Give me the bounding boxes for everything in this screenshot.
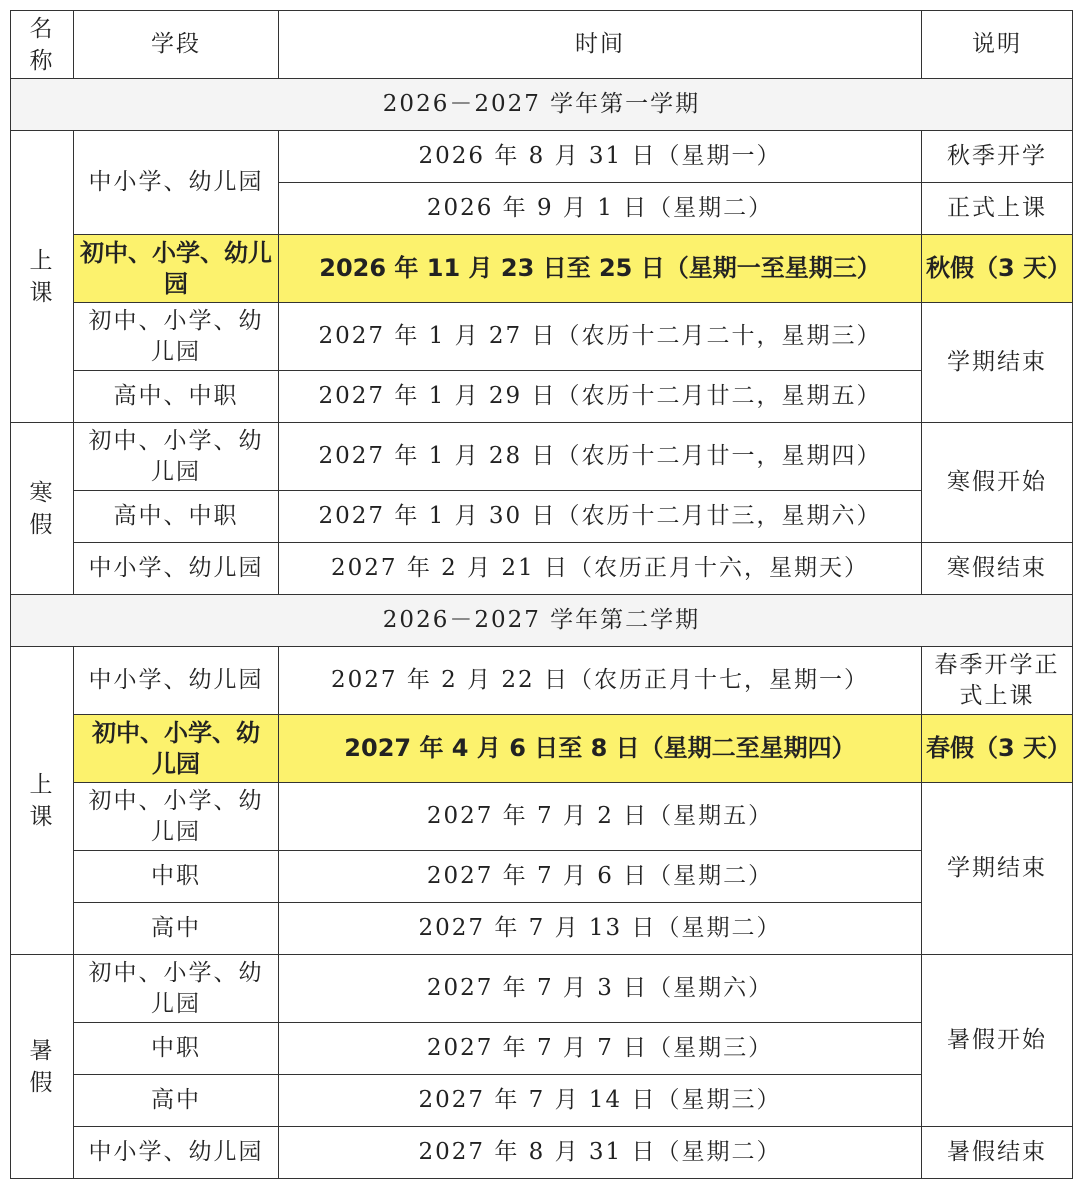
date-cell: 2027 年 7 月 13 日（星期二） <box>279 903 922 955</box>
table-row <box>11 647 1073 715</box>
stage-cell: 中职 <box>74 1023 279 1075</box>
date-cell: 2027 年 7 月 7 日（星期三） <box>279 1023 922 1075</box>
table-row <box>11 131 1073 183</box>
highlight-row-autumn-break <box>11 235 1073 303</box>
section-row <box>11 595 1073 647</box>
stage-cell: 初中、小学、幼儿园 <box>74 715 279 783</box>
date-cell: 2026 年 11 月 23 日至 25 日（星期一至星期三） <box>279 235 922 303</box>
date-cell: 2027 年 8 月 31 日（星期二） <box>279 1127 922 1179</box>
date-cell: 2027 年 2 月 21 日（农历正月十六，星期天） <box>279 543 922 595</box>
note-cell: 正式上课 <box>922 183 1073 235</box>
semester-2-title: 2026－2027 学年第二学期 <box>11 595 1073 647</box>
note-cell: 秋季开学 <box>922 131 1073 183</box>
stage-cell: 初中、小学、幼儿园 <box>74 783 279 851</box>
group-winter: 寒假 <box>11 423 74 595</box>
stage-cell: 中小学、幼儿园 <box>74 1127 279 1179</box>
table-row <box>11 371 1073 423</box>
stage-cell: 高中、中职 <box>74 371 279 423</box>
highlight-row-spring-break <box>11 715 1073 783</box>
date-cell: 2027 年 7 月 6 日（星期二） <box>279 851 922 903</box>
date-cell: 2027 年 1 月 29 日（农历十二月廿二，星期五） <box>279 371 922 423</box>
stage-cell: 高中 <box>74 1075 279 1127</box>
note-cell: 秋假（3 天） <box>922 235 1073 303</box>
stage-cell: 中小学、幼儿园 <box>74 647 279 715</box>
note-cell: 学期结束 <box>922 783 1073 955</box>
date-cell: 2026 年 8 月 31 日（星期一） <box>279 131 922 183</box>
date-cell: 2027 年 1 月 27 日（农历十二月二十，星期三） <box>279 303 922 371</box>
date-cell: 2026 年 9 月 1 日（星期二） <box>279 183 922 235</box>
table-row <box>11 851 1073 903</box>
school-calendar-table <box>10 10 1073 1179</box>
note-cell: 春季开学正式上课 <box>922 647 1073 715</box>
stage-cell: 初中、小学、幼儿园 <box>74 423 279 491</box>
table-row <box>11 1127 1073 1179</box>
date-cell: 2027 年 4 月 6 日至 8 日（星期二至星期四） <box>279 715 922 783</box>
date-cell: 2027 年 1 月 30 日（农历十二月廿三，星期六） <box>279 491 922 543</box>
stage-cell: 中职 <box>74 851 279 903</box>
group-class-1: 上课 <box>11 131 74 423</box>
stage-cell: 初中、小学、幼儿园 <box>74 303 279 371</box>
header-note: 说明 <box>922 11 1073 79</box>
table-row <box>11 303 1073 371</box>
semester-1-title: 2026－2027 学年第一学期 <box>11 79 1073 131</box>
table-row <box>11 783 1073 851</box>
note-cell: 寒假开始 <box>922 423 1073 543</box>
table-row <box>11 903 1073 955</box>
table-row <box>11 491 1073 543</box>
header-stage: 学段 <box>74 11 279 79</box>
stage-cell: 高中 <box>74 903 279 955</box>
stage-cell: 中小学、幼儿园 <box>74 131 279 235</box>
section-row <box>11 79 1073 131</box>
group-class-2: 上课 <box>11 647 74 955</box>
stage-cell: 初中、小学、幼儿园 <box>74 955 279 1023</box>
stage-cell: 中小学、幼儿园 <box>74 543 279 595</box>
table-row <box>11 1023 1073 1075</box>
table-row <box>11 955 1073 1023</box>
date-cell: 2027 年 7 月 3 日（星期六） <box>279 955 922 1023</box>
note-cell: 春假（3 天） <box>922 715 1073 783</box>
header-time: 时间 <box>279 11 922 79</box>
note-cell: 暑假结束 <box>922 1127 1073 1179</box>
table-row <box>11 543 1073 595</box>
header-row <box>11 11 1073 79</box>
date-cell: 2027 年 7 月 14 日（星期三） <box>279 1075 922 1127</box>
group-summer: 暑假 <box>11 955 74 1179</box>
date-cell: 2027 年 2 月 22 日（农历正月十七，星期一） <box>279 647 922 715</box>
table-row <box>11 1075 1073 1127</box>
table-row <box>11 423 1073 491</box>
date-cell: 2027 年 1 月 28 日（农历十二月廿一，星期四） <box>279 423 922 491</box>
header-name: 名称 <box>11 11 74 79</box>
date-cell: 2027 年 7 月 2 日（星期五） <box>279 783 922 851</box>
note-cell: 寒假结束 <box>922 543 1073 595</box>
stage-cell: 初中、小学、幼儿园 <box>74 235 279 303</box>
note-cell: 暑假开始 <box>922 955 1073 1127</box>
stage-cell: 高中、中职 <box>74 491 279 543</box>
note-cell: 学期结束 <box>922 303 1073 423</box>
